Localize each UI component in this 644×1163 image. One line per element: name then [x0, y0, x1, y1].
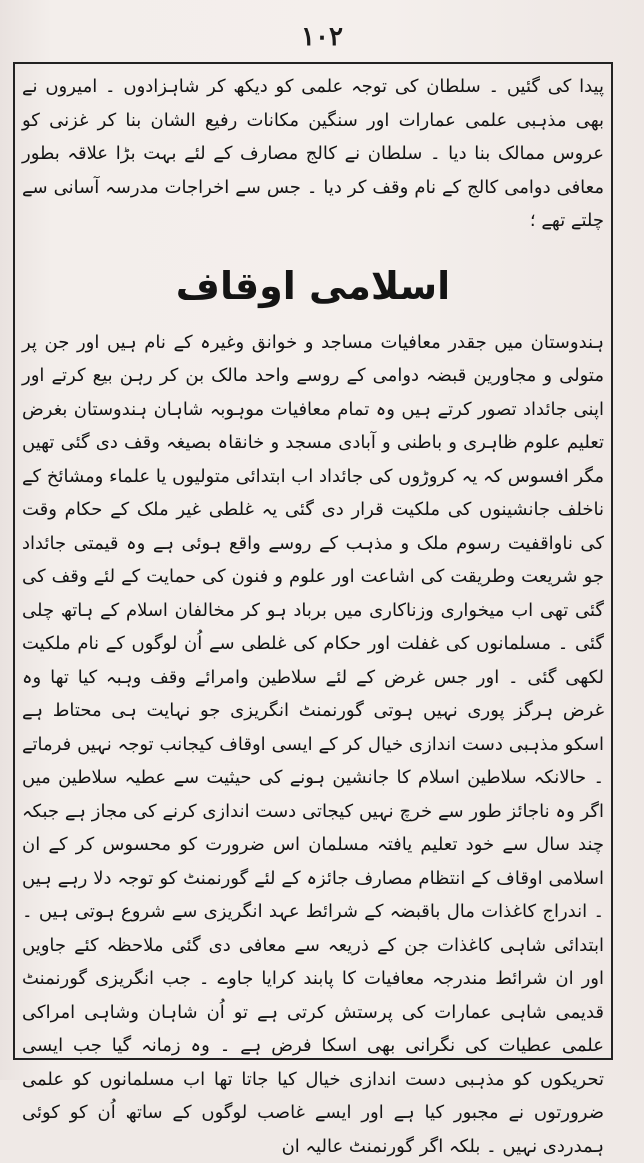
section-heading: اسلامی اوقاف: [22, 256, 604, 316]
page-number: ١٠٢: [0, 22, 644, 52]
page-text: [22, 70, 604, 1163]
body-paragraph: ہندوستان میں جقدر معافیات مساجد و خوانق وغیرہ کے نام ہیں اور جن پر متولی و مجاورین قبضہ دوامی کے روسے واحد مالک بن کر رہن بیع کرتے اور اپنی جائداد تصور کرتے ہیں وہ تمام معافیات موہوبہ شاہان ہندوستان بغرض تعلیم علوم ظاہری و باطنی و آبادی مسجد و خانقاہ بصیغہ وقف دی گئی تھیں مگر افسوس کہ یہ کروڑوں کی جائداد اب ابتدائی متولیوں یا علماء ومشائخ کے ناخلف جانشینوں کی ملکیت قرار دی گئی یہ غلطی غیر ملک کے حکام وقت کی ناواقفیت رسوم ملک و مذہب کے روسے واقع ہوئی ہے وہ قیمتی جائداد جو شریعت وطریقت کی اشاعت اور علوم و فنون کی حمایت کے لئے وقف کی گئی تھی اب میخواری وزناکاری میں برباد ہو کر مخالفان اسلام کے ہاتھ چلی گئی ۔ مسلمانوں کی غفلت اور حکام کی غلطی سے اُن لوگوں کے نام ملکیت لکھی گئی ۔ اور جس غرض کے لئے سلاطین وامرائے وقف وہبہ کیا تھا وہ غرض ہرگز پوری نہیں ہوتی گورنمنٹ انگریزی جو نہایت ہی محتاط ہے اسکو مذہبی دست اندازی خیال کر کے ایسی اوقاف کیجانب توجہ نہیں فرماتے ۔ حالانکہ سلاطین اسلام کا جانشین ہونے کی حیثیت سے عطیہ سلاطین میں اگر وہ ناجائز طور سے خرچ نہیں کیجاتی دست اندازی کرنے کی مجاز ہے جبکہ چند سال سے خود تعلیم یافتہ مسلمان اس ضرورت کو محسوس کر کے ان اسلامی اوقاف کے انتظام مصارف جائزہ کے لئے گورنمنٹ کو توجہ دلا رہے ہیں ۔ اندراج کاغذات مال باقبضہ کے شرائط عہد انگریزی سے شروع ہوتی ہیں ۔ ابتدائی شاہی کاغذات جن کے ذریعہ سے معافی دی گئی ملاحظہ کئے جاویں اور ان شرائط مندرجہ معافیات کا پابند کرایا جاوے ۔ جب انگریزی گورنمنٹ قدیمی شاہی عمارات کی پرستش کرتی ہے تو اُن شاہان وشاہی امراکی علمی عطیات کی نگرانی بھی اسکا فرض ہے ۔ وہ زمانہ گیا جب ایسی تحریکوں کو مذہبی دست اندازی خیال کیا جاتا تھا اب مسلمانوں کو علمی ضرورتوں نے مجبور کیا ہے اور ایسے غاصب لوگوں کے ساتھ اُن کو کوئی ہمدردی نہیں ۔ بلکہ اگر گورنمنٹ عالیہ ان: [22, 326, 604, 1163]
intro-paragraph: پیدا کی گئیں ۔ سلطان کی توجہ علمی کو دیکھ کر شاہزادوں ۔ امیروں نے بھی مذہبی علمی عمارات اور سنگین مکانات رفیع الشان بنا کر غزنی کو عروس ممالک بنا دیا ۔ سلطان نے کالج مصارف کے لئے بہت بڑا علاقہ بطور معافی دوامی کالج کے نام وقف کر دیا ۔ جس سے اخراجات مدرسہ آسانی سے چلتے تھے ؛: [22, 70, 604, 238]
